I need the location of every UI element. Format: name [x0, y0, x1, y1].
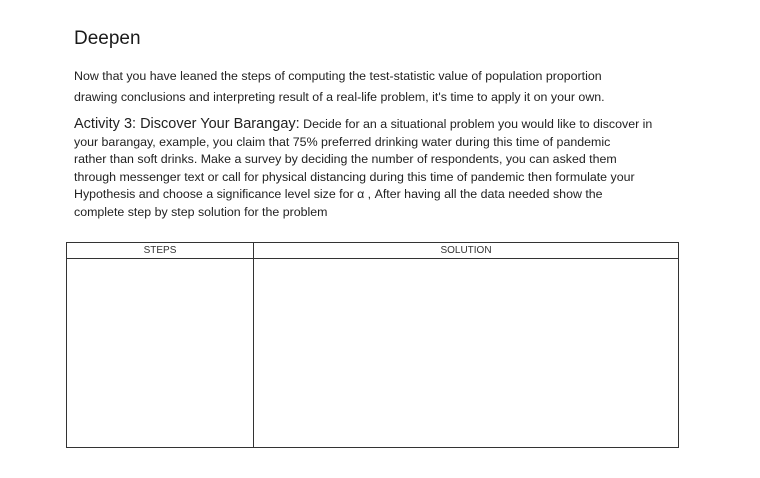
activity-line: your barangay, example, you claim that 75% preferred drinking water during this time of pandemic [74, 134, 611, 149]
answer-table [66, 242, 679, 448]
activity-line: complete step by step solution for the problem [74, 204, 328, 219]
activity-text: Decide for an a situational problem you would like to discover in [303, 117, 653, 131]
intro-paragraph [74, 66, 674, 108]
activity-title: Activity 3: Discover Your Barangay: [74, 116, 300, 132]
intro-line: Now that you have leaned the steps of computing the test-statistic value of population proportion [74, 69, 602, 83]
activity-paragraph [74, 116, 682, 222]
table-header-row [67, 243, 679, 259]
solution-cell[interactable] [254, 259, 679, 448]
activity-line: Hypothesis and choose a significance level size for α , After having all the data needed show the [74, 187, 603, 202]
activity-line [74, 116, 682, 134]
activity-line: rather than soft drinks. Make a survey by deciding the number of respondents, you can asked them [74, 152, 617, 167]
steps-column-header: STEPS [67, 243, 254, 259]
section-heading: Deepen [74, 28, 141, 49]
activity-line: through messenger text or call for physical distancing during this time of pandemic then formulate your [74, 169, 635, 184]
intro-line: drawing conclusions and interpreting result of a real-life problem, it's time to apply it on your own. [74, 90, 605, 104]
steps-cell[interactable] [67, 259, 254, 448]
solution-column-header: SOLUTION [254, 243, 679, 259]
table-row [67, 259, 679, 448]
